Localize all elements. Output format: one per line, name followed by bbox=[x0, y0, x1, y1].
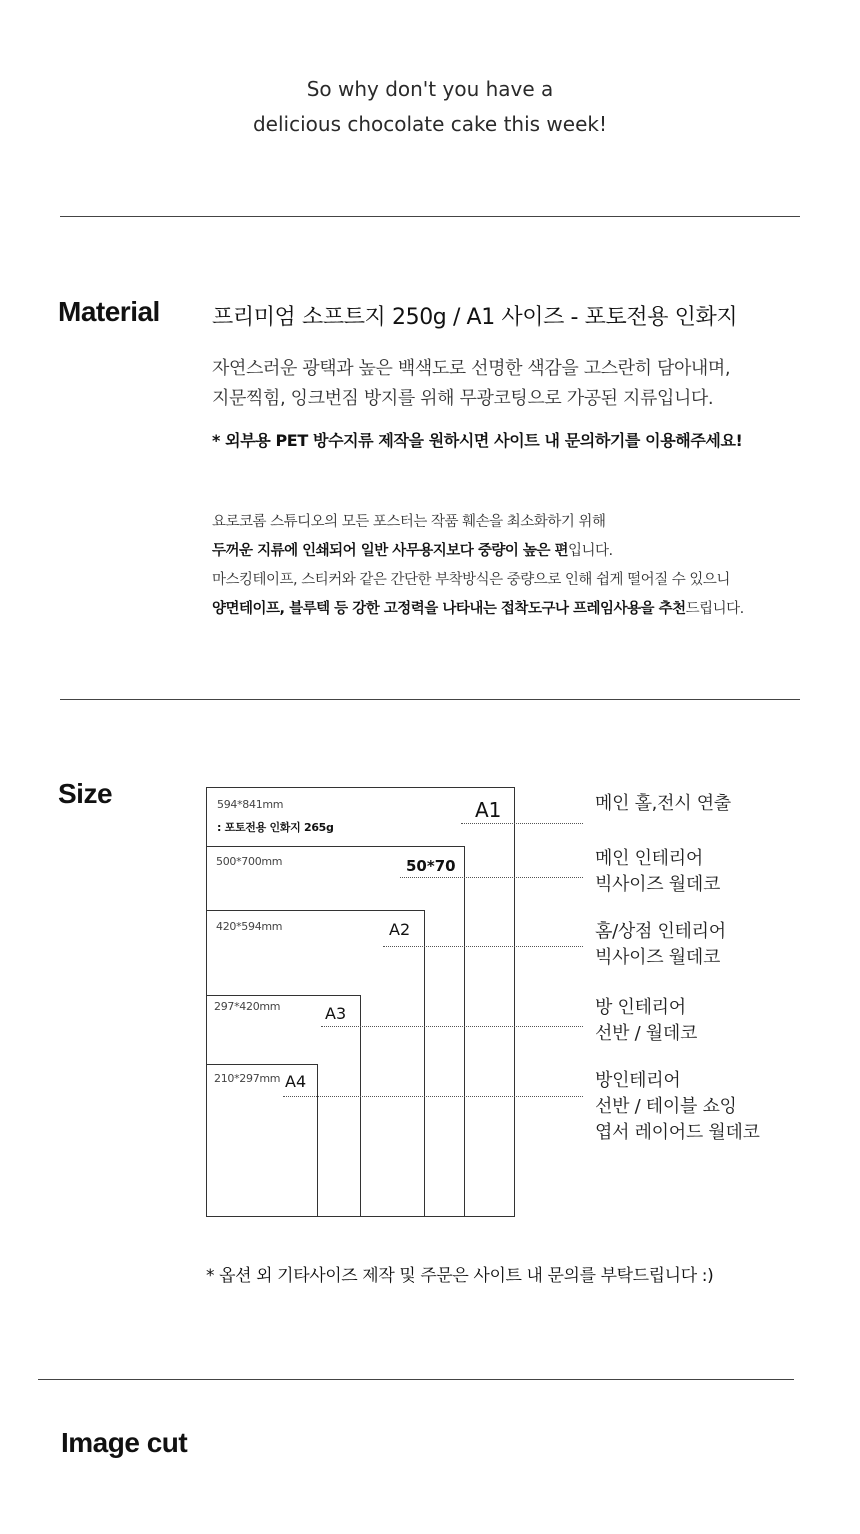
use-line: 빅사이즈 월데코 bbox=[595, 947, 721, 968]
material-note: * 외부용 PET 방수지류 제작을 원하시면 사이트 내 문의하기를 이용해주세요! bbox=[212, 431, 743, 450]
uses-a1 bbox=[595, 791, 731, 817]
notice-line-2 bbox=[212, 537, 744, 566]
use-line: 방 인테리어 bbox=[595, 997, 686, 1018]
leader-a2 bbox=[383, 946, 583, 947]
leader-a4 bbox=[283, 1096, 583, 1097]
size-label-a2: A2 bbox=[389, 920, 411, 939]
notice-line-4-bold: 양면테이프, 블루텍 등 강한 고정력을 나타내는 접착도구나 프레임사용을 추천 bbox=[212, 601, 686, 617]
use-line: 엽서 레이어드 월데코 bbox=[595, 1122, 760, 1143]
size-label-a4: A4 bbox=[285, 1072, 307, 1091]
size-note: * 옵션 외 기타사이즈 제작 및 주문은 사이트 내 문의를 부탁드립니다 :) bbox=[206, 1266, 714, 1286]
use-line: 방인테리어 bbox=[595, 1070, 681, 1091]
use-line: 메인 홀,전시 연출 bbox=[595, 793, 731, 814]
dims-a1-sub: : 포토전용 인화지 265g bbox=[217, 821, 334, 834]
intro-line-2: delicious chocolate cake this week! bbox=[252, 112, 607, 136]
notice-line-3: 마스킹테이프, 스티커와 같은 간단한 부착방식은 중량으로 인해 쉽게 떨어질 수 있으니 bbox=[212, 572, 730, 588]
material-heading: 프리미엄 소프트지 250g / A1 사이즈 - 포토전용 인화지 bbox=[212, 305, 738, 330]
uses-a3 bbox=[595, 995, 697, 1047]
notice-line-4 bbox=[212, 595, 744, 624]
size-title: Size bbox=[58, 778, 113, 809]
use-line: 선반 / 테이블 쇼잉 bbox=[595, 1096, 737, 1117]
notice-line-4-rest: 드립니다. bbox=[685, 601, 744, 617]
material-notice bbox=[212, 508, 744, 624]
intro-line-1: So why don't you have a bbox=[306, 77, 554, 101]
material-desc-1: 자연스러운 광택과 높은 백색도로 선명한 색감을 고스란히 담아내며, bbox=[212, 358, 731, 379]
divider bbox=[60, 699, 800, 700]
notice-line-2-rest: 입니다. bbox=[568, 543, 613, 559]
uses-a4 bbox=[595, 1068, 760, 1146]
use-line: 홈/상점 인테리어 bbox=[595, 921, 726, 942]
uses-50x70 bbox=[595, 846, 720, 898]
use-line: 빅사이즈 월데코 bbox=[595, 874, 721, 895]
material-desc-2: 지문찍힘, 잉크번짐 방지를 위해 무광코팅으로 가공된 지류입니다. bbox=[212, 388, 714, 409]
material-title: Material bbox=[58, 296, 160, 327]
uses-a2 bbox=[595, 919, 726, 971]
use-line: 선반 / 월데코 bbox=[595, 1023, 698, 1044]
leader-a3 bbox=[321, 1026, 583, 1027]
size-label-50x70: 50*70 bbox=[406, 857, 456, 875]
image-cut-title: Image cut bbox=[61, 1427, 188, 1458]
dims-a3: 297*420mm bbox=[214, 1000, 281, 1013]
dims-50x70: 500*700mm bbox=[216, 855, 283, 868]
divider bbox=[60, 216, 800, 217]
dims-a4: 210*297mm bbox=[214, 1072, 281, 1085]
dims-a2: 420*594mm bbox=[216, 920, 283, 933]
size-label-a3: A3 bbox=[325, 1004, 347, 1023]
notice-line-1: 요로코롬 스튜디오의 모든 포스터는 작품 훼손을 최소화하기 위해 bbox=[212, 514, 606, 530]
divider bbox=[38, 1379, 794, 1380]
notice-line-2-bold: 두꺼운 지류에 인쇄되어 일반 사무용지보다 중량이 높은 편 bbox=[212, 543, 569, 559]
leader-a1 bbox=[461, 823, 583, 824]
leader-50x70 bbox=[400, 877, 583, 878]
use-line: 메인 인테리어 bbox=[595, 848, 703, 869]
intro-text bbox=[0, 72, 860, 142]
dims-a1: 594*841mm bbox=[217, 798, 284, 811]
size-label-a1: A1 bbox=[475, 798, 502, 822]
